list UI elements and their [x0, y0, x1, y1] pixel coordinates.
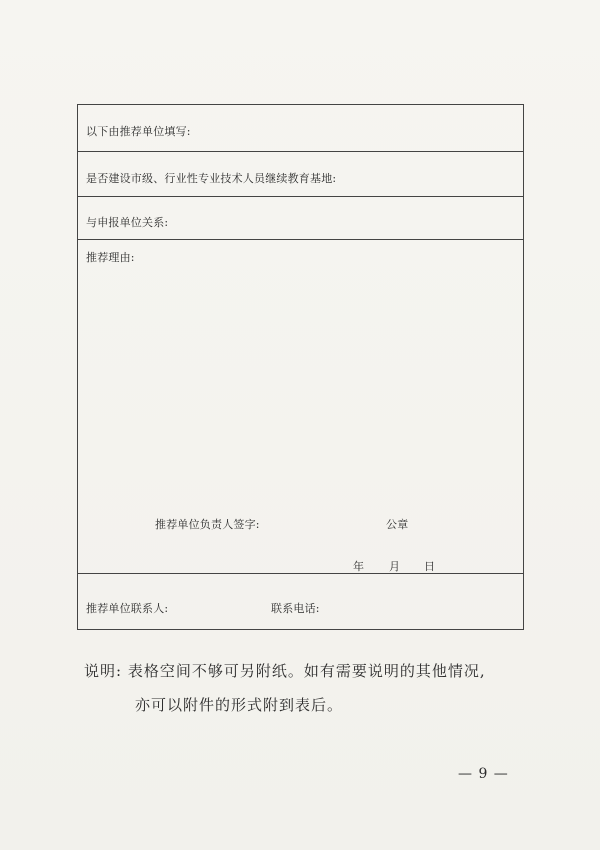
date-day-label: 日	[424, 560, 436, 573]
row-fill-by-recommender	[78, 105, 523, 152]
seal-label: 公章	[386, 518, 409, 531]
note-line-1: 说明: 表格空间不够可另附纸。如有需要说明的其他情况,	[84, 662, 486, 680]
row-contact	[78, 574, 523, 631]
note-line-2: 亦可以附件的形式附到表后。	[135, 696, 344, 714]
contact-person-label: 推荐单位联系人:	[86, 602, 169, 615]
row-relationship	[78, 197, 523, 240]
education-base-label: 是否建设市级、行业性专业技术人员继续教育基地:	[86, 172, 337, 185]
row-recommendation-reason	[78, 240, 523, 574]
relationship-label: 与申报单位关系:	[86, 216, 169, 229]
date-month-label: 月	[389, 560, 401, 573]
signature-label: 推荐单位负责人签字:	[155, 518, 260, 531]
fill-by-recommender-label: 以下由推荐单位填写:	[86, 125, 191, 138]
row-education-base	[78, 152, 523, 197]
phone-label: 联系电话:	[271, 602, 320, 615]
recommendation-reason-label: 推荐理由:	[86, 251, 135, 264]
date-year-label: 年	[353, 560, 365, 573]
page-number: — 9 —	[458, 766, 509, 782]
recommendation-form-table	[77, 104, 524, 630]
